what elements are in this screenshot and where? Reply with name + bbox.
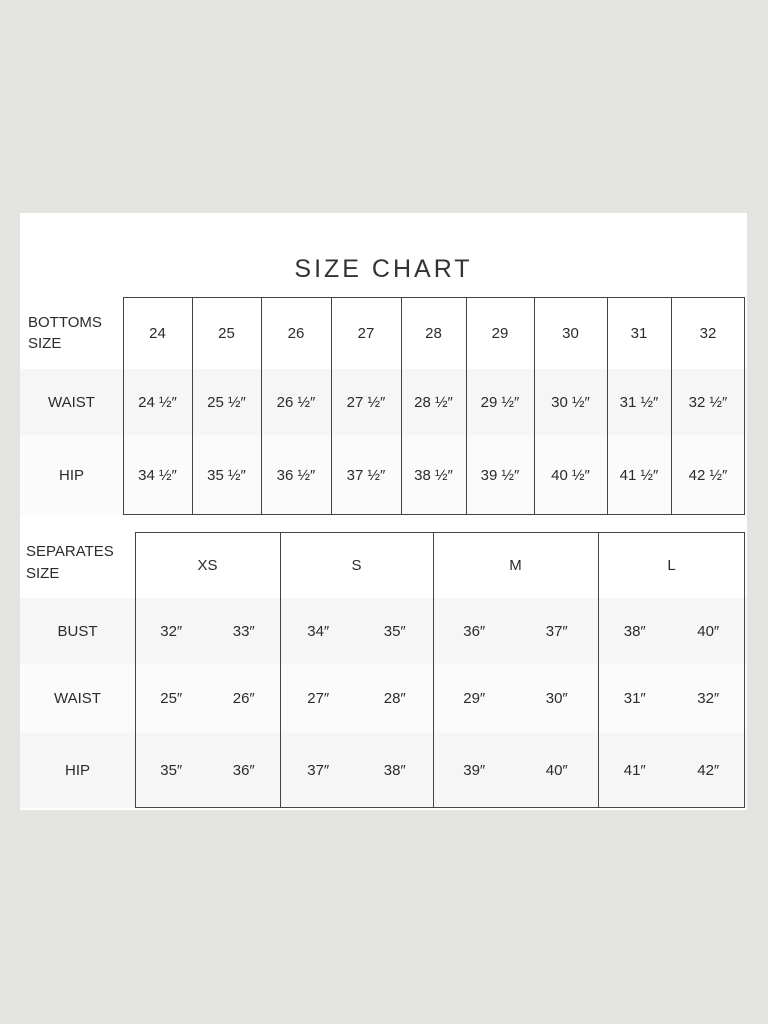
separates-waist-value: 27″ bbox=[307, 690, 330, 707]
bottoms-hip-value: 39 ½″ bbox=[480, 466, 520, 484]
bottoms-hip-value: 35 ½″ bbox=[207, 466, 246, 484]
separates-waist-value: 30″ bbox=[545, 690, 568, 707]
bottoms-waist-value: 28 ½″ bbox=[414, 393, 453, 411]
separates-size-header-line: SIZE bbox=[26, 565, 60, 582]
bottoms-size-29: 29 bbox=[491, 324, 509, 342]
bottoms-size-24: 24 bbox=[149, 324, 166, 342]
separates-waist-value: 25″ bbox=[160, 690, 183, 707]
bottoms-hip-value: 38 ½″ bbox=[414, 466, 453, 484]
separates-waist-value: 32″ bbox=[697, 690, 720, 707]
separates-bust-value: 36″ bbox=[463, 622, 486, 640]
separates-waist-value: 26″ bbox=[232, 690, 255, 707]
separates-size-m: M bbox=[509, 556, 522, 574]
bottoms-row-label-hip: HIP bbox=[58, 466, 84, 484]
separates-waist-value: 31″ bbox=[623, 690, 646, 707]
separates-hip-value: 42″ bbox=[697, 762, 720, 779]
bottoms-hip-value: 37 ½″ bbox=[346, 466, 386, 484]
separates-bust-value: 34″ bbox=[307, 622, 330, 640]
separates-row-label-bust: BUST bbox=[57, 622, 98, 640]
separates-hip-value: 35″ bbox=[160, 762, 183, 779]
bottoms-waist-value: 27 ½″ bbox=[346, 393, 386, 411]
bottoms-waist-value: 24 ½″ bbox=[138, 393, 177, 411]
separates-waist-value: 29″ bbox=[463, 690, 486, 707]
separates-bust-value: 35″ bbox=[383, 622, 406, 640]
separates-hip-value: 39″ bbox=[463, 762, 486, 779]
bottoms-size-27: 27 bbox=[357, 324, 375, 342]
separates-bust-value: 38″ bbox=[623, 622, 646, 640]
separates-size-l: L bbox=[667, 556, 676, 574]
separates-bust-value: 40″ bbox=[697, 622, 720, 640]
separates-size-header-line: SEPARATES bbox=[26, 543, 114, 560]
separates-hip-value: 38″ bbox=[383, 762, 406, 779]
separates-row-label-waist: WAIST bbox=[54, 690, 101, 707]
separates-hip-value: 40″ bbox=[545, 762, 568, 779]
bottoms-size-header-line: SIZE bbox=[28, 335, 62, 352]
bottoms-size-30: 30 bbox=[562, 324, 579, 342]
bottoms-waist-value: 31 ½″ bbox=[619, 393, 659, 411]
separates-row-label-hip: HIP bbox=[64, 762, 90, 779]
bottoms-row-label-waist: WAIST bbox=[48, 393, 95, 411]
separates-size-xs: XS bbox=[197, 556, 218, 574]
bottoms-size-header bbox=[28, 313, 123, 353]
separates-bust-value: 33″ bbox=[232, 622, 255, 640]
bottoms-hip-value: 40 ½″ bbox=[551, 466, 590, 484]
chart-title: SIZE CHART bbox=[294, 255, 473, 283]
separates-bust-value: 37″ bbox=[545, 622, 568, 640]
bottoms-size-26: 26 bbox=[287, 324, 305, 342]
size-chart-card bbox=[20, 213, 747, 810]
bottoms-waist-value: 25 ½″ bbox=[207, 393, 246, 411]
bottoms-size-25: 25 bbox=[218, 324, 235, 342]
bottoms-size-28: 28 bbox=[425, 324, 442, 342]
bottoms-hip-value: 34 ½″ bbox=[138, 466, 177, 484]
bottoms-waist-value: 29 ½″ bbox=[480, 393, 520, 411]
bottoms-size-32: 32 bbox=[699, 324, 717, 342]
separates-waist-value: 28″ bbox=[383, 690, 406, 707]
separates-size-s: S bbox=[351, 556, 362, 574]
bottoms-hip-value: 41 ½″ bbox=[619, 466, 659, 484]
separates-hip-value: 41″ bbox=[623, 762, 646, 779]
separates-bust-value: 32″ bbox=[160, 622, 183, 640]
bottoms-waist-value: 32 ½″ bbox=[688, 393, 728, 411]
bottoms-size-31: 31 bbox=[630, 324, 648, 342]
bottoms-hip-value: 42 ½″ bbox=[688, 466, 728, 484]
separates-size-header bbox=[26, 540, 136, 586]
bottoms-hip-value: 36 ½″ bbox=[276, 466, 316, 484]
separates-hip-value: 36″ bbox=[232, 762, 255, 779]
bottoms-waist-value: 30 ½″ bbox=[551, 393, 590, 411]
separates-hip-value: 37″ bbox=[307, 762, 330, 779]
bottoms-waist-value: 26 ½″ bbox=[276, 393, 316, 411]
bottoms-size-header-line: BOTTOMS bbox=[28, 314, 102, 331]
